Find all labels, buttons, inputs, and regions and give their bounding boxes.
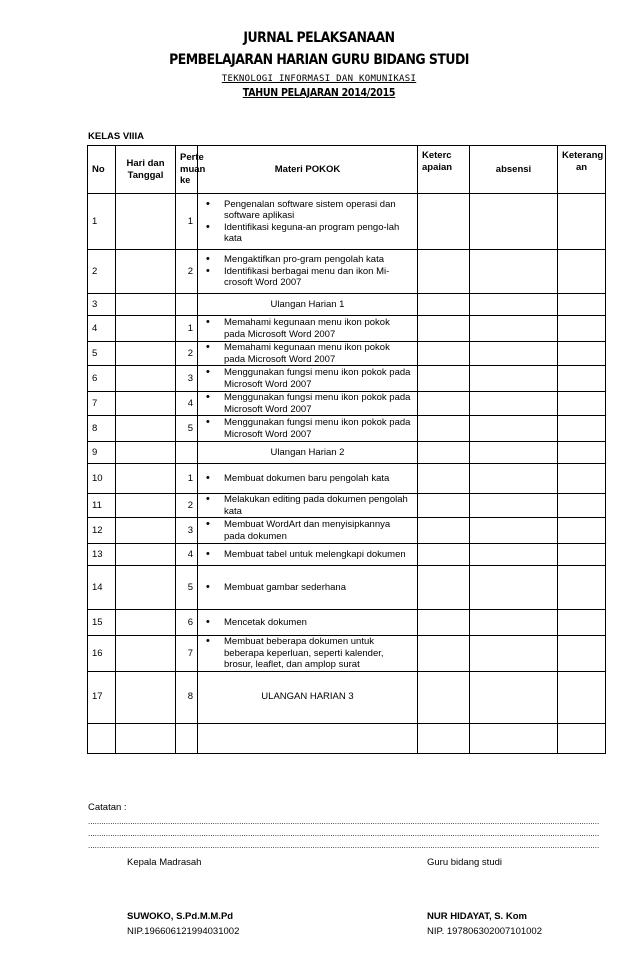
row-number: 4	[88, 316, 116, 342]
row-ketercapaian-cell	[418, 442, 470, 464]
title-line-1: JURNAL PELAKSANAAN	[243, 30, 395, 46]
row-ketercapaian-cell	[418, 494, 470, 518]
header-keterangan: Keterang an	[558, 146, 606, 194]
row-number: 3	[88, 294, 116, 316]
materi-item: • Membuat dokumen baru pengolah kata	[218, 473, 413, 485]
row-number: 7	[88, 392, 116, 416]
row-date-cell	[116, 392, 176, 416]
row-materi-cell	[198, 416, 418, 442]
table-row	[88, 566, 606, 610]
right-signer-name: NUR HIDAYAT, S. Kom	[427, 911, 527, 922]
row-meeting-number: 4	[176, 544, 198, 566]
exam-label: Ulangan Harian 1	[270, 298, 345, 310]
row-materi-cell	[198, 316, 418, 342]
header-absensi: absensi	[470, 146, 558, 194]
row-keterangan-cell	[558, 723, 606, 753]
subject-line: TEKNOLOGI INFORMASI DAN KOMUNIKASI	[221, 74, 417, 84]
row-materi-cell	[198, 464, 418, 494]
row-number: 13	[88, 544, 116, 566]
row-keterangan-cell	[558, 442, 606, 464]
row-meeting-number: 3	[176, 366, 198, 392]
row-keterangan-cell	[558, 494, 606, 518]
row-materi-cell	[198, 566, 418, 610]
row-number: 6	[88, 366, 116, 392]
row-meeting-number: 1	[176, 316, 198, 342]
row-number: 17	[88, 671, 116, 723]
row-keterangan-cell	[558, 342, 606, 366]
row-absensi-cell	[470, 494, 558, 518]
notes-line-3: ......................................................................................................................................................................................................................................	[88, 841, 600, 850]
notes-label: Catatan :	[88, 802, 127, 813]
table-row	[88, 671, 606, 723]
exam-label: Ulangan Harian 2	[270, 446, 345, 458]
journal-table	[87, 145, 606, 754]
notes-line-1: ......................................................................................................................................................................................................................................	[88, 817, 600, 826]
exam-label: ULANGAN HARIAN 3	[261, 691, 354, 703]
row-keterangan-cell	[558, 366, 606, 392]
materi-list	[202, 417, 413, 440]
document-header	[0, 28, 638, 101]
row-meeting-number: 1	[176, 194, 198, 250]
row-absensi-cell	[470, 566, 558, 610]
row-absensi-cell	[470, 316, 558, 342]
row-meeting-number: 2	[176, 250, 198, 294]
right-signer-nip: NIP. 197806302007101002	[427, 926, 542, 937]
row-date-cell	[116, 494, 176, 518]
table-row	[88, 294, 606, 316]
row-materi-cell	[198, 610, 418, 636]
header-pertemuan	[176, 146, 206, 194]
row-number: 9	[88, 442, 116, 464]
title-line-2: PEMBELAJARAN HARIAN GURU BIDANG STUDI	[169, 52, 469, 68]
row-number: 1	[88, 194, 116, 250]
table-row	[88, 366, 606, 392]
row-ketercapaian-cell	[418, 636, 470, 672]
row-materi-cell	[198, 194, 418, 250]
row-meeting-number: 1	[176, 464, 198, 494]
row-meeting-number: 2	[176, 494, 198, 518]
header-ketercapaian: Keterc apaian	[418, 146, 470, 194]
table-row	[88, 250, 606, 294]
row-date-cell	[116, 566, 176, 610]
year-line: TAHUN PELAJARAN 2014/2015	[242, 87, 396, 99]
row-keterangan-cell	[558, 294, 606, 316]
materi-item: • Memahami kegunaan menu ikon pokok pada Microsoft Word 2007	[218, 342, 413, 365]
notes-line-2: ......................................................................................................................................................................................................................................	[88, 829, 600, 838]
row-date-cell	[116, 671, 176, 723]
row-materi-cell	[198, 494, 418, 518]
row-ketercapaian-cell	[418, 671, 470, 723]
materi-item: • Mengaktifkan pro-gram pengolah kata	[218, 254, 413, 266]
table-row	[88, 194, 606, 250]
header-pertemuan-part3: k	[180, 175, 186, 187]
materi-list	[202, 392, 413, 415]
row-ketercapaian-cell	[418, 518, 470, 544]
row-meeting-number: 6	[176, 610, 198, 636]
row-number: 5	[88, 342, 116, 366]
row-meeting-number: 4	[176, 392, 198, 416]
row-absensi-cell	[470, 464, 558, 494]
materi-item: • Mencetak dokumen	[218, 617, 413, 629]
row-materi-cell	[198, 342, 418, 366]
table-row	[88, 723, 606, 753]
row-keterangan-cell	[558, 464, 606, 494]
left-signer-name: SUWOKO, S.Pd.M.M.Pd	[127, 911, 234, 922]
row-keterangan-cell	[558, 392, 606, 416]
materi-item: • Memahami kegunaan menu ikon pokok pada Microsoft Word 2007	[218, 317, 413, 340]
header-pertemuan-part2: muan	[180, 163, 206, 175]
table-row	[88, 442, 606, 464]
row-meeting-number: 5	[176, 566, 198, 610]
header-pertemuan-part4: e	[185, 175, 191, 186]
materi-list	[202, 549, 413, 561]
row-ketercapaian-cell	[418, 316, 470, 342]
header-materi: Materi POKOK	[198, 146, 418, 194]
row-number	[88, 723, 116, 753]
materi-list	[202, 199, 413, 245]
header-hari-tanggal: Hari dan Tanggal	[116, 146, 176, 194]
row-absensi-cell	[470, 544, 558, 566]
materi-item: • Menggunakan fungsi menu ikon pokok pada Microsoft Word 2007	[218, 417, 413, 440]
row-number: 16	[88, 636, 116, 672]
row-meeting-number: 2	[176, 342, 198, 366]
table-row	[88, 518, 606, 544]
materi-list	[202, 617, 413, 629]
table-row	[88, 392, 606, 416]
row-absensi-cell	[470, 723, 558, 753]
header-no: No	[88, 146, 116, 194]
row-absensi-cell	[470, 294, 558, 316]
row-materi-cell	[198, 518, 418, 544]
row-ketercapaian-cell	[418, 416, 470, 442]
materi-item: • Membuat tabel untuk melengkapi dokumen	[218, 549, 413, 561]
row-keterangan-cell	[558, 194, 606, 250]
left-signer-nip: NIP.196606121994031002	[127, 926, 240, 937]
row-materi-cell	[198, 250, 418, 294]
table-row	[88, 416, 606, 442]
row-meeting-number	[176, 723, 198, 753]
row-absensi-cell	[470, 342, 558, 366]
row-meeting-number: 7	[176, 636, 198, 672]
row-number: 2	[88, 250, 116, 294]
row-ketercapaian-cell	[418, 194, 470, 250]
row-meeting-number	[176, 442, 198, 464]
row-ketercapaian-cell	[418, 392, 470, 416]
row-keterangan-cell	[558, 671, 606, 723]
materi-item: • Melakukan editing pada dokumen pengolah kata	[218, 494, 413, 517]
materi-item: • Menggunakan fungsi menu ikon pokok pada Microsoft Word 2007	[218, 367, 413, 390]
row-ketercapaian-cell	[418, 366, 470, 392]
row-number: 15	[88, 610, 116, 636]
row-ketercapaian-cell	[418, 610, 470, 636]
table-header-row	[88, 146, 606, 194]
materi-list	[202, 367, 413, 390]
header-pertemuan-part1: Perte	[180, 152, 204, 164]
materi-list	[202, 473, 413, 485]
row-absensi-cell	[470, 518, 558, 544]
row-absensi-cell	[470, 442, 558, 464]
table-row	[88, 636, 606, 672]
row-ketercapaian-cell	[418, 723, 470, 753]
materi-item: • Membuat WordArt dan menyisipkannya pada dokumen	[218, 519, 413, 542]
row-ketercapaian-cell	[418, 342, 470, 366]
row-date-cell	[116, 610, 176, 636]
row-date-cell	[116, 416, 176, 442]
row-absensi-cell	[470, 416, 558, 442]
row-date-cell	[116, 342, 176, 366]
materi-item: • Identifikasi berbagai menu dan ikon Mi-crosoft Word 2007	[218, 266, 413, 289]
row-ketercapaian-cell	[418, 566, 470, 610]
row-date-cell	[116, 442, 176, 464]
row-materi-cell	[198, 671, 418, 723]
table-row	[88, 342, 606, 366]
row-date-cell	[116, 636, 176, 672]
table-row	[88, 494, 606, 518]
materi-list	[202, 254, 413, 289]
row-meeting-number: 5	[176, 416, 198, 442]
table-row	[88, 544, 606, 566]
row-materi-cell	[198, 442, 418, 464]
row-materi-cell	[198, 392, 418, 416]
row-keterangan-cell	[558, 250, 606, 294]
row-ketercapaian-cell	[418, 250, 470, 294]
materi-item: • Membuat beberapa dokumen untuk beberapa keperluan, seperti kalender, brosur, leaflet, dan amplop surat	[218, 636, 413, 671]
materi-list	[202, 342, 413, 365]
row-keterangan-cell	[558, 610, 606, 636]
row-date-cell	[116, 518, 176, 544]
right-signer-role: Guru bidang studi	[427, 857, 502, 868]
class-label: KELAS VIIIA	[88, 131, 144, 142]
row-date-cell	[116, 294, 176, 316]
row-ketercapaian-cell	[418, 294, 470, 316]
row-date-cell	[116, 366, 176, 392]
row-number: 12	[88, 518, 116, 544]
materi-item: • Identifikasi keguna-an program pengo-lah kata	[218, 222, 413, 245]
materi-item: • Pengenalan software sistem operasi dan software aplikasi	[218, 199, 413, 222]
row-ketercapaian-cell	[418, 464, 470, 494]
row-number: 14	[88, 566, 116, 610]
row-keterangan-cell	[558, 518, 606, 544]
row-date-cell	[116, 723, 176, 753]
row-materi-cell	[198, 636, 418, 672]
row-number: 8	[88, 416, 116, 442]
row-materi-cell	[198, 544, 418, 566]
materi-list	[202, 519, 413, 542]
row-keterangan-cell	[558, 316, 606, 342]
row-number: 11	[88, 494, 116, 518]
table-row	[88, 316, 606, 342]
materi-list	[202, 582, 413, 594]
row-absensi-cell	[470, 392, 558, 416]
row-meeting-number: 3	[176, 518, 198, 544]
row-keterangan-cell	[558, 544, 606, 566]
row-absensi-cell	[470, 671, 558, 723]
row-absensi-cell	[470, 636, 558, 672]
materi-list	[202, 494, 413, 517]
row-absensi-cell	[470, 194, 558, 250]
row-meeting-number	[176, 294, 198, 316]
materi-item: • Menggunakan fungsi menu ikon pokok pada Microsoft Word 2007	[218, 392, 413, 415]
row-date-cell	[116, 250, 176, 294]
row-absensi-cell	[470, 366, 558, 392]
row-date-cell	[116, 544, 176, 566]
materi-list	[202, 636, 413, 671]
row-meeting-number: 8	[176, 671, 198, 723]
left-signer-role: Kepala Madrasah	[127, 857, 202, 868]
materi-item: • Membuat gambar sederhana	[218, 582, 413, 594]
row-materi-cell	[198, 723, 418, 753]
row-absensi-cell	[470, 250, 558, 294]
row-date-cell	[116, 464, 176, 494]
row-materi-cell	[198, 294, 418, 316]
materi-list	[202, 317, 413, 340]
row-materi-cell	[198, 366, 418, 392]
row-keterangan-cell	[558, 566, 606, 610]
table-row	[88, 610, 606, 636]
row-date-cell	[116, 316, 176, 342]
table-row	[88, 464, 606, 494]
row-ketercapaian-cell	[418, 544, 470, 566]
row-date-cell	[116, 194, 176, 250]
row-keterangan-cell	[558, 636, 606, 672]
row-keterangan-cell	[558, 416, 606, 442]
row-number: 10	[88, 464, 116, 494]
row-absensi-cell	[470, 610, 558, 636]
